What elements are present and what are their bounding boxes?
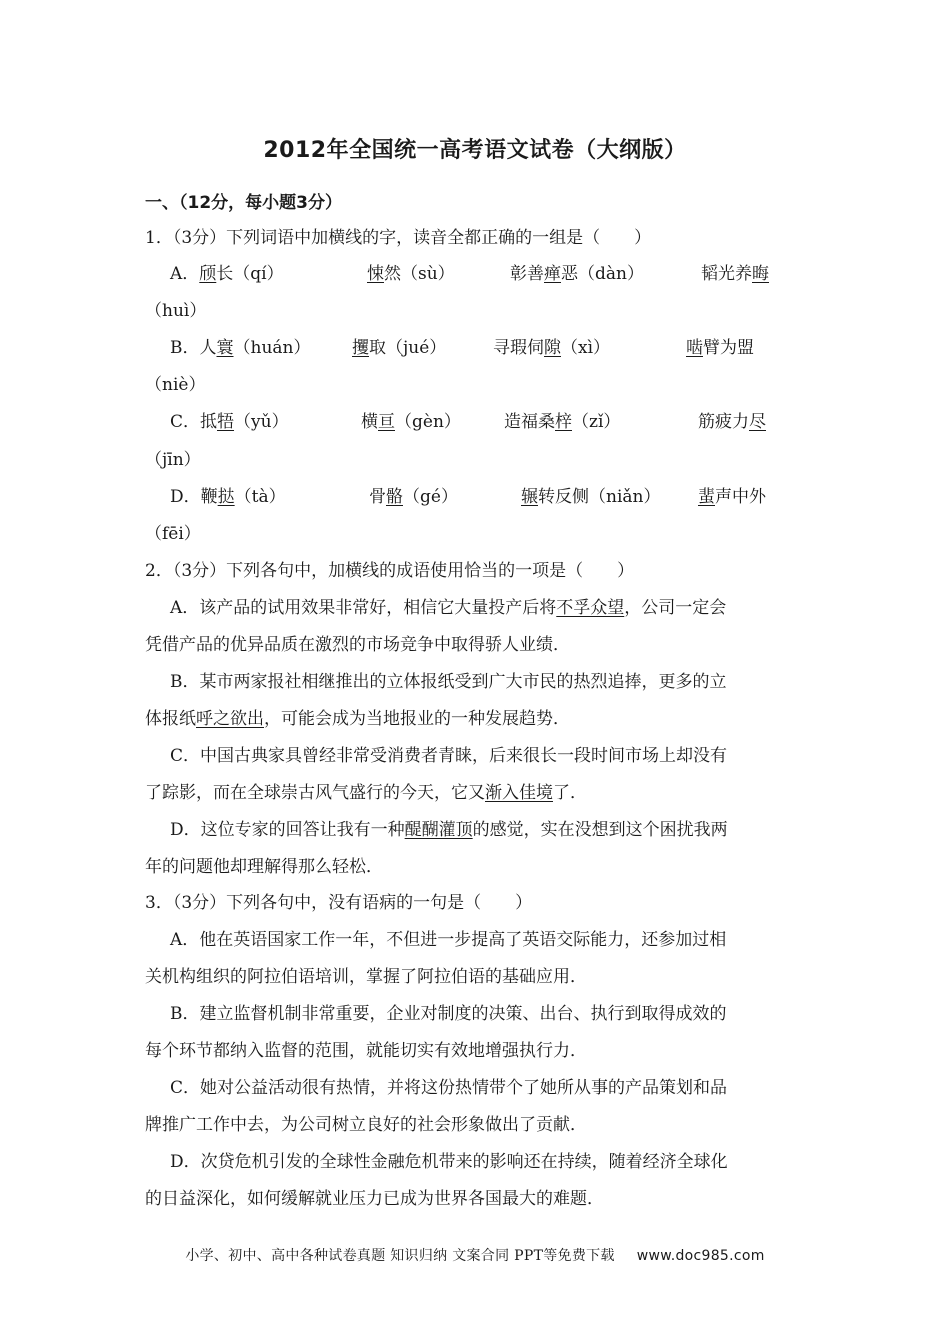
underlined-char: 尽 [749, 412, 766, 432]
underlined-idiom: 呼之欲出 [196, 709, 264, 729]
q1-c-item-2: 横亘（gèn） [361, 412, 461, 432]
underlined-idiom: 醍醐灌顶 [404, 820, 473, 840]
underlined-char: 悚 [367, 264, 384, 284]
q3-option-d: D．次贷危机引发的全球性金融危机带来的影响还在持续，随着经济全球化 [170, 1152, 728, 1172]
q1-b-item-3: 寻瑕伺隙（xì） [493, 338, 611, 358]
q3-option-c-cont: 牌推广工作中去，为公司树立良好的社会形象做出了贡献． [145, 1115, 587, 1135]
underlined-char: 啮 [686, 338, 703, 358]
underlined-char: 蜚 [698, 487, 715, 507]
q3-option-a: A．他在英语国家工作一年，不但进一步提高了英语交际能力，还参加过相 [170, 930, 727, 950]
footer-url[interactable]: www.doc985.com [636, 1248, 765, 1264]
q2-stem: 2．（3分）下列各句中，加横线的成语使用恰当的一项是（ ） [145, 561, 635, 581]
underlined-char: 颀 [199, 264, 217, 284]
q2-option-d-cont: 年的问题他却理解得那么轻松． [145, 857, 383, 877]
q1-c-wrap: （jīn） [145, 450, 201, 470]
underlined-char: 亘 [378, 412, 395, 432]
q1-b-item-2: 攫取（jué） [352, 338, 447, 358]
q1-c-item-3: 造福桑梓（zǐ） [504, 412, 621, 432]
underlined-char: 隙 [544, 338, 561, 358]
q1-d-item-2: 骨骼（gé） [369, 487, 458, 507]
q1-stem: 1．（3分）下列词语中加横线的字，读音全都正确的一组是（ ） [145, 228, 652, 248]
q1-c-item-4: 筋疲力尽 [698, 412, 766, 432]
underlined-char: 辗 [521, 487, 538, 507]
underlined-char: 梓 [555, 412, 572, 432]
q2-option-b: B．某市两家报社相继推出的立体报纸受到广大市民的热烈追捧，更多的立 [170, 672, 727, 692]
q2-option-b-cont: 体报纸呼之欲出，可能会成为当地报业的一种发展趋势． [145, 709, 570, 729]
q3-stem: 3．（3分）下列各句中，没有语病的一句是（ ） [145, 893, 533, 913]
section-heading: 一、（12分，每小题3分） [145, 193, 342, 213]
q2-option-a: A．该产品的试用效果非常好，相信它大量投产后将不孚众望，公司一定会 [170, 598, 727, 618]
q3-option-d-cont: 的日益深化，如何缓解就业压力已成为世界各国最大的难题． [145, 1189, 604, 1209]
underlined-char: 寰 [216, 338, 234, 358]
q1-option-d: D．鞭挞（tà） [170, 487, 286, 507]
q3-option-b: B．建立监督机制非常重要，企业对制度的决策、出台、执行到取得成效的 [170, 1004, 727, 1024]
q1-d-item-3: 辗转反侧（niǎn） [521, 487, 661, 507]
q2-option-d: D．这位专家的回答让我有一种醍醐灌顶的感觉，实在没想到这个困扰我两 [170, 820, 728, 840]
q1-d-wrap: （fēi） [145, 524, 201, 544]
option-label: D． [170, 487, 201, 507]
q2-option-a-cont: 凭借产品的优异品质在激烈的市场竞争中取得骄人业绩． [145, 635, 570, 655]
q3-option-c: C．她对公益活动很有热情，并将这份热情带个了她所从事的产品策划和品 [170, 1078, 728, 1098]
option-label: B． [170, 338, 200, 358]
q1-b-item-4: 啮臂为盟 [686, 338, 754, 358]
q1-a-item-2: 悚然（sù） [367, 264, 455, 284]
q1-a-item-3: 彰善瘅恶（dàn） [510, 264, 644, 284]
q2-option-c: C．中国古典家具曾经非常受消费者青睐，后来很长一段时间市场上却没有 [170, 746, 728, 766]
option-label: A． [170, 264, 200, 284]
underlined-char: 挞 [217, 487, 235, 507]
page-title: 2012年全国统一高考语文试卷（大纲版） [263, 138, 687, 163]
q1-a-item-4: 韬光养晦 [701, 264, 769, 284]
q1-option-c: C．抵牾（yǔ） [170, 412, 289, 432]
option-label: C． [170, 412, 201, 432]
q1-option-b: B．人寰（huán） [170, 338, 311, 358]
underlined-char: 晦 [752, 264, 769, 284]
q3-option-a-cont: 关机构组织的阿拉伯语培训，掌握了阿拉伯语的基础应用． [145, 967, 587, 987]
underlined-idiom: 不孚众望 [556, 598, 625, 618]
q1-d-item-4: 蜚声中外 [698, 487, 766, 507]
footer-text: 小学、初中、高中各种试卷真题 知识归纳 文案合同 PPT等免费下载 [185, 1248, 615, 1264]
q3-option-b-cont: 每个环节都纳入监督的范围，就能切实有效地增强执行力． [145, 1041, 587, 1061]
underlined-idiom: 渐入佳境 [485, 783, 553, 803]
q1-b-wrap: （niè） [145, 375, 206, 395]
q2-option-c-cont: 了踪影，而在全球崇古风气盛行的今天，它又渐入佳境了． [145, 783, 587, 803]
page-footer [0, 1245, 950, 1265]
underlined-char: 牾 [217, 412, 235, 432]
q1-a-wrap: （huì） [145, 301, 207, 321]
q1-option-a: A．颀长（qí） [170, 264, 284, 284]
underlined-char: 攫 [352, 338, 369, 358]
underlined-char: 瘅 [544, 264, 561, 284]
underlined-char: 骼 [386, 487, 403, 507]
